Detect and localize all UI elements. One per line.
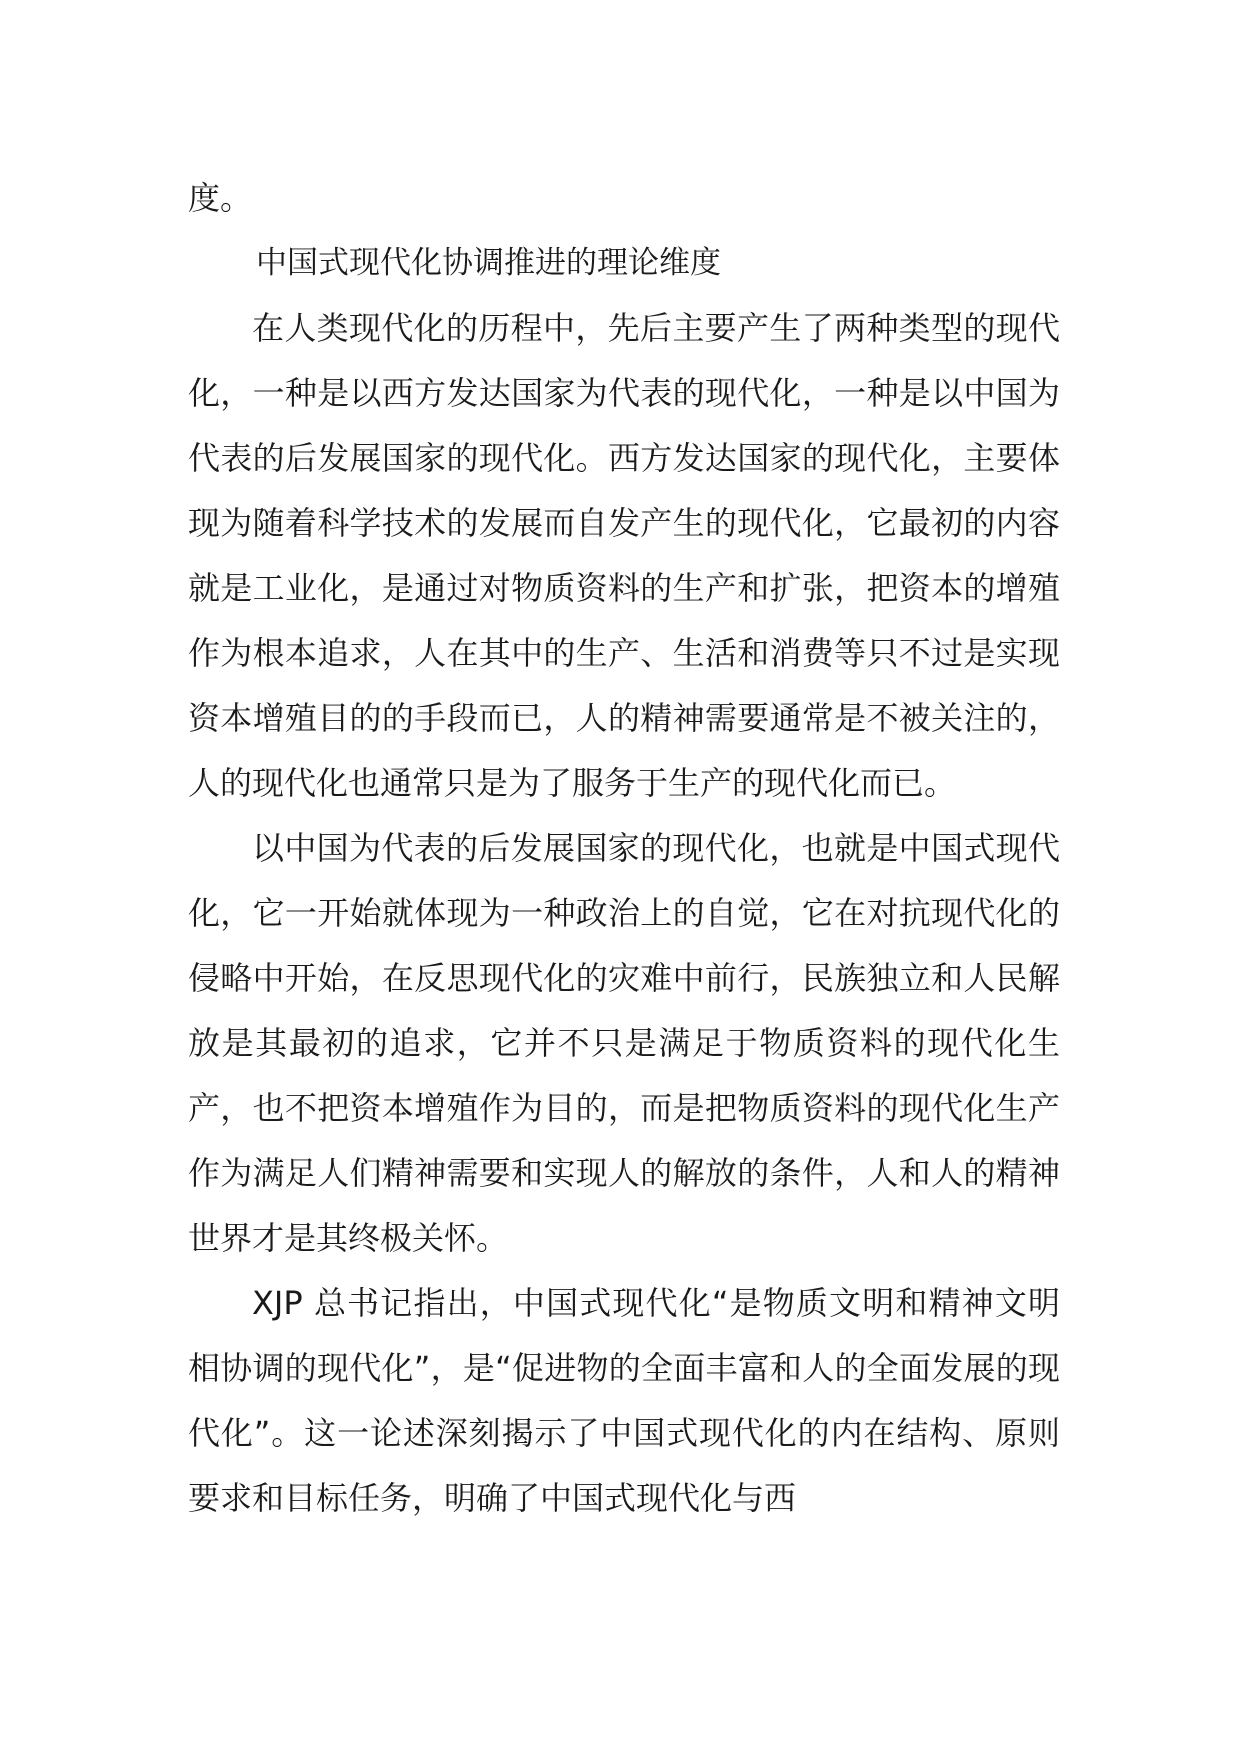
document-body: [188, 166, 1060, 1531]
paragraph: 在人类现代化的历程中，先后主要产生了两种类型的现代化，一种是以西方发达国家为代表的现代化，一种是以中国为代表的后发展国家的现代化。西方发达国家的现代化，主要体现为随着科学技术的发展而自发产生的现代化，它最初的内容就是工业化，是通过对物质资料的生产和扩张，把资本的增殖作为根本追求，人在其中的生产、生活和消费等只不过是实现资本增殖目的的手段而已，人的精神需要通常是不被关注的，人的现代化也通常只是为了服务于生产的现代化而已。: [188, 309, 1060, 802]
paragraph-continuation: 度。: [188, 179, 253, 217]
paragraph: XJP 总书记指出，中国式现代化“是物质文明和精神文明相协调的现代化”，是“促进物的全面丰富和人的全面发展的现代化”。这一论述深刻揭示了中国式现代化的内在结构、原则要求和目标任务，明确了中国式现代化与西: [188, 1284, 1060, 1517]
paragraph: 以中国为代表的后发展国家的现代化，也就是中国式现代化，它一开始就体现为一种政治上的自觉，它在对抗现代化的侵略中开始，在反思现代化的灾难中前行，民族独立和人民解放是其最初的追求，它并不只是满足于物质资料的现代化生产，也不把资本增殖作为目的，而是把物质资料的现代化生产作为满足人们精神需要和实现人的解放的条件，人和人的精神世界才是其终极关怀。: [188, 829, 1060, 1257]
section-heading: 中国式现代化协调推进的理论维度: [256, 245, 721, 281]
